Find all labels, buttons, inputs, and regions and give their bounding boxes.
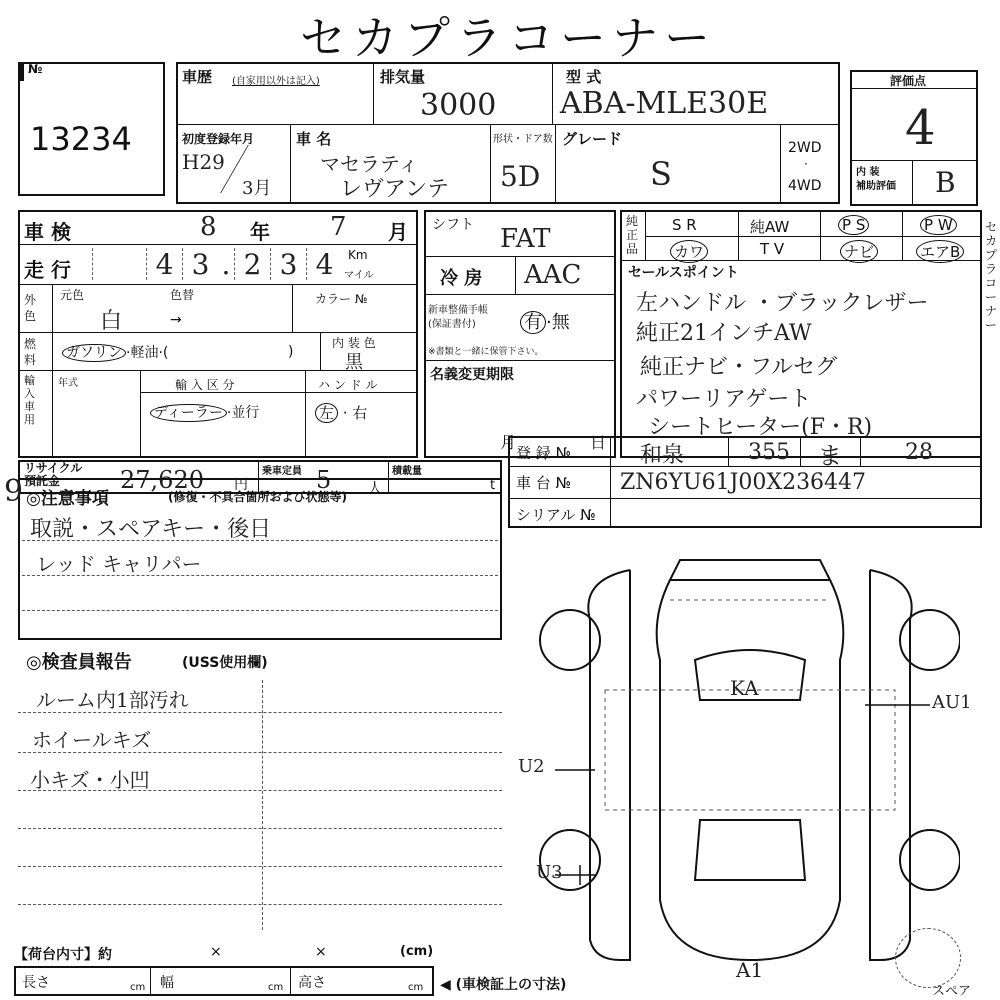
spare-tire-circle (895, 928, 961, 988)
registration-kana: ま (818, 442, 842, 470)
displacement-value: 3000 (420, 88, 497, 123)
grade-score: 4 (905, 100, 936, 156)
interior-grade: B (935, 166, 956, 199)
interior-color-label: 内 装 色 (332, 336, 376, 350)
number-label: № (28, 62, 43, 76)
note-line: 取説・スペアキー・後日 (30, 517, 272, 542)
car-name-label: 車 名 (296, 130, 332, 148)
handle-left: 左 (315, 403, 338, 423)
import-dealer: ディーラー (150, 404, 227, 422)
color-change-label: 色替 (170, 288, 195, 302)
handle-value (315, 402, 367, 423)
color-no-label: カラー № (315, 292, 368, 306)
report-line: ルーム内1部汚れ (36, 688, 189, 712)
cargo-length: 長さ (22, 975, 50, 991)
first-reg-month: 3月 (242, 178, 272, 199)
sales-point: 純正21インチAW (636, 321, 812, 346)
notes-label: ◎注意事項 (26, 489, 109, 509)
diagram-right-mark: AU1 (932, 692, 972, 713)
chassis-label: 車 台 № (516, 474, 572, 492)
inspection-label: 車 検 (24, 220, 71, 244)
serial-label: シリアル № (516, 506, 596, 524)
first-reg-label: 初度登録年月 (182, 132, 255, 146)
handle-sep: · (342, 404, 348, 422)
capacity-unit: 人 (368, 481, 382, 497)
recycle-value: 27,620 (120, 466, 204, 494)
color-change-value: → (170, 312, 182, 328)
page-title: セカプラコーナー (300, 11, 716, 65)
diagram-hood-mark: KA (730, 676, 759, 700)
shape-label: 形状・ドア数 (493, 134, 553, 145)
option-tv: T V (760, 240, 785, 258)
ac-label: 冷 房 (440, 268, 483, 289)
cargo-label: 【荷台内寸】約 (14, 947, 112, 963)
model-value: ABA-MLE30E (560, 86, 769, 121)
car-diagram (520, 540, 960, 980)
mileage-digit: 4 (146, 248, 182, 280)
fuel-others: ·軽油·( (126, 345, 169, 361)
mileage-unit-km: Km (348, 248, 368, 262)
cargo-width-unit: cm (268, 982, 284, 993)
fuel-value (62, 342, 168, 362)
drive-2wd: 2WD (788, 140, 822, 156)
grade-label: グレード (562, 130, 623, 148)
option-aw: 純AW (750, 218, 790, 236)
handle-label: ハ ン ド ル (318, 378, 378, 392)
import-parallel: ·並行 (226, 405, 260, 421)
cargo-arrow-note: ◀ (車検証上の寸法) (440, 977, 567, 993)
cargo-x1: × (210, 944, 222, 960)
recycle-label: リサイクル 預託金 (24, 461, 83, 488)
interior-color: 黒 (345, 352, 363, 373)
cargo-grid (14, 966, 434, 996)
registration-area: 和泉 (640, 443, 685, 468)
service-book-yes: 有 (520, 311, 546, 334)
displacement-label: 排気量 (380, 68, 426, 86)
mileage-digits (92, 248, 342, 280)
service-book-no: 無 (551, 312, 570, 333)
cargo-width: 幅 (160, 975, 174, 991)
cargo-length-unit: cm (130, 982, 146, 993)
mileage-label: 走 行 (24, 258, 71, 282)
load-unit: t (490, 478, 496, 493)
report-label: ◎検査員報告 (26, 652, 132, 673)
option-sr: S R (672, 216, 697, 234)
notes-sub: (修復・不具合箇所および状態等) (168, 490, 347, 504)
shape-value: 5D (500, 160, 541, 193)
fuel-close: ) (288, 344, 294, 360)
note-line: レッド キャリパー (36, 552, 202, 576)
registration-num: 28 (905, 440, 933, 465)
sales-point: パワーリアゲート (636, 387, 812, 412)
interior-grade-label: 内 装 補助評価 (856, 167, 896, 192)
sales-points-label: セールスポイント (628, 265, 739, 281)
recycle-unit: 円 (234, 477, 248, 493)
service-book-note: ※書類と一緒に保管下さい。 (428, 347, 544, 357)
capacity-label: 乗車定員 (262, 466, 302, 477)
mileage-digit: 3 (182, 248, 218, 280)
import-year-label: 年式 (58, 378, 78, 389)
name-change-label: 名義変更期限 (430, 367, 514, 383)
report-sub: (USS使用欄) (182, 655, 268, 671)
sales-point: 左ハンドル ・ブラックレザー (636, 291, 929, 316)
name-change-day: 日 (590, 433, 607, 452)
cargo-height-unit: cm (408, 982, 424, 993)
diagram-left-mark-2: U3 (536, 862, 563, 883)
mileage-unit-mile: マイル (344, 270, 374, 281)
report-line: 小キズ・小凹 (30, 768, 150, 792)
import-type (150, 402, 259, 422)
option-ps: P S (838, 215, 869, 235)
option-leather: カワ (670, 240, 708, 263)
stock-number: 13234 (30, 120, 132, 158)
cargo-cm: (cm) (400, 944, 434, 959)
cargo-arrow-text: (車検証上の寸法) (455, 977, 567, 993)
grade-score-label: 評価点 (890, 74, 927, 88)
import-div-label: 輸 入 区 分 (175, 378, 235, 392)
inspection-month-unit: 月 (388, 220, 408, 244)
car-name: レヴアンテ (340, 177, 450, 202)
name-change-month: 月 (500, 433, 517, 452)
ac-value: AAC (524, 260, 582, 290)
spare-label: スペア (932, 984, 972, 999)
mileage-digit: 4 (306, 248, 342, 280)
outer-color-label: 外色 (24, 293, 37, 323)
handle-right: 右 (352, 404, 368, 422)
model-label: 型 式 (566, 68, 602, 86)
service-book-value (520, 308, 570, 334)
orig-color-label: 元色 (60, 288, 85, 302)
cargo-height: 高さ (298, 975, 326, 991)
mileage-digit: . (221, 248, 231, 281)
notes-mark: 9 (4, 474, 24, 509)
history-note: (自家用以外は記入) (232, 76, 320, 87)
diagram-left-mark-1: U2 (518, 756, 545, 777)
mileage-digit: 3 (270, 248, 306, 280)
inspection-year-unit: 年 (250, 220, 270, 244)
drive-dot: · (804, 157, 808, 171)
sales-point: 純正ナビ・フルセグ (640, 355, 838, 380)
shift-value: FAT (500, 224, 551, 254)
history-label: 車歴 (182, 68, 213, 86)
options-label: 純正品 (626, 214, 639, 256)
option-pw: P W (920, 215, 957, 235)
shift-label: シフト (432, 217, 474, 233)
fuel-label: 燃料 (24, 337, 37, 367)
first-reg-year: H29 (182, 150, 225, 174)
chassis-value: ZN6YU61J00X236447 (620, 470, 867, 495)
car-maker: マセラティ (320, 152, 419, 176)
service-book-label: 新車整備手帳 (保証書付) (428, 305, 488, 330)
sales-point: シートヒーター(F・R) (648, 415, 873, 440)
option-navi: ナビ (840, 240, 878, 263)
capacity-value: 5 (316, 466, 332, 494)
grade-value: S (650, 155, 672, 193)
service-book-sep: · (546, 312, 552, 333)
inspection-month: 7 (330, 212, 347, 242)
side-text: セカプラコーナー (985, 220, 998, 332)
report-line: ホイールキズ (32, 728, 152, 752)
drive-4wd: 4WD (788, 178, 822, 194)
registration-label: 登 録 № (516, 444, 572, 462)
cargo-x2: × (315, 944, 327, 960)
fuel-gasoline: ガソリン (62, 344, 126, 362)
orig-color: 白 (100, 309, 123, 334)
inspection-year: 8 (200, 212, 217, 242)
diagram-bottom-mark: A1 (736, 958, 764, 982)
option-airbag: エアB (916, 240, 964, 263)
load-label: 積載量 (392, 466, 422, 477)
mileage-digit: 2 (234, 248, 270, 280)
import-label: 輸入車用 (24, 374, 35, 426)
registration-class: 355 (748, 440, 790, 465)
